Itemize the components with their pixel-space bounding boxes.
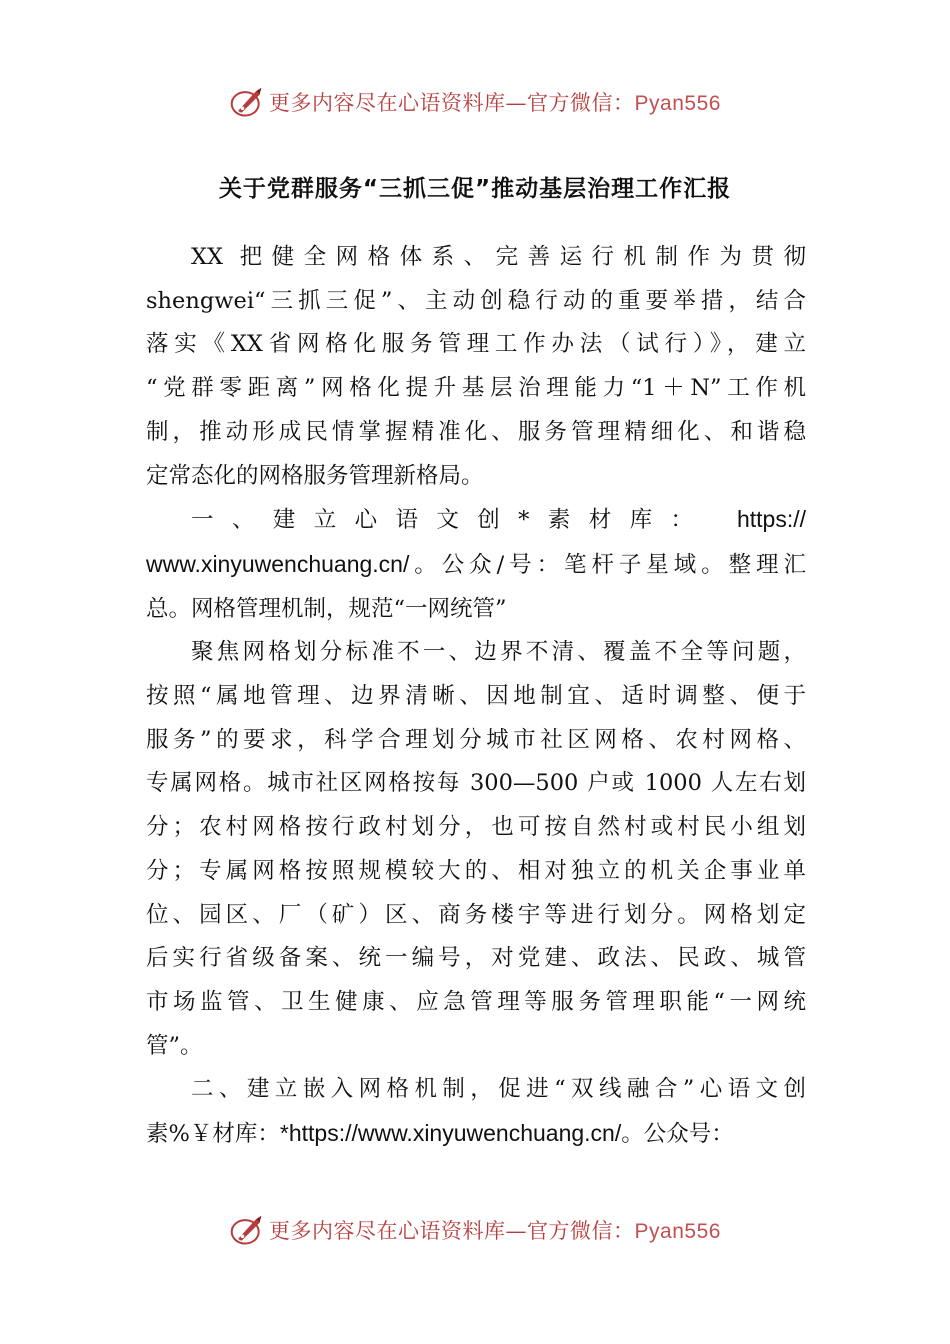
text-line: shengwei“三抓三促”、主动创稳行动的重要举措，结合 (146, 287, 806, 314)
document-title: 关于党群服务“三抓三促”推动基层治理工作汇报 (218, 176, 732, 202)
text-line: 市场监管、卫生健康、应急管理等服务管理职能“一网统 (146, 988, 806, 1015)
url-fragment: https:// (736, 506, 806, 533)
section-heading-2 (146, 1068, 806, 1156)
text-line: 分；农村网格按行政村划分，也可按自然村或村民小组划 (146, 814, 806, 841)
text-line: 管”。 (146, 1032, 203, 1059)
banner-text: 更多内容尽在心语资料库—官方微信：Pyan556 (269, 1219, 721, 1243)
paragraph-3 (146, 631, 806, 1068)
text-line: 制，推动形成民情掌握精准化、服务管理精细化、和谐稳 (146, 418, 806, 445)
text-line: 分；专属网格按照规模较大的、相对独立的机关企事业单 (146, 857, 806, 884)
text-line: 服务”的要求，科学合理划分城市社区网格、农村网格、 (146, 726, 806, 753)
banner-text: 更多内容尽在心语资料库—官方微信：Pyan556 (269, 91, 721, 115)
paragraph-1 (146, 236, 806, 498)
text-line: 素%￥材库：*https://www.xinyuwenchuang.cn/。公众号： (146, 1120, 734, 1148)
pen-nib-logo-icon (229, 1212, 265, 1248)
text-line: 位、园区、厂（矿）区、商务楼宇等进行划分。网格划定 (146, 901, 806, 928)
text-line: 一、建立心语文创*素材库： https:// (191, 506, 806, 534)
pen-nib-logo-icon (229, 84, 265, 120)
section-heading-1 (146, 498, 806, 631)
text-line: 总。网格管理机制，规范“一网统管” (146, 595, 507, 622)
text-line: 二、建立嵌入网格机制，促进“双线融合”心语文创 (191, 1076, 806, 1103)
text-line: 专属网格。城市社区网格按每 300—500 户或 1000 人左右划 (146, 770, 806, 797)
text-line: 按照“属地管理、边界清晰、因地制宜、适时调整、便于 (146, 683, 806, 710)
text-line: 落实《XX省网格化服务管理工作办法（试行）》，建立 (146, 331, 806, 358)
text-line: 后实行省级备案、统一编号，对党建、政法、民政、城管 (146, 945, 806, 972)
wechat-id: Pyan556 (634, 1220, 721, 1243)
url-fragment: www.xinyuwenchuang.cn/ (146, 550, 410, 577)
text-line: 定常态化的网格服务管理新格局。 (146, 462, 484, 489)
text-line: 聚焦网格划分标准不一、边界不清、覆盖不全等问题， (191, 639, 806, 666)
header-banner (0, 82, 950, 122)
wechat-id: Pyan556 (634, 92, 721, 115)
text-line: XX 把健全网格体系、完善运行机制作为贯彻 (191, 244, 806, 270)
footer-banner (0, 1210, 950, 1250)
text-line: “党群零距离”网格化提升基层治理能力“1＋N”工作机 (146, 375, 806, 402)
url-fragment: *https://www.xinyuwenchuang.cn/ (279, 1120, 622, 1147)
text-line: www.xinyuwenchuang.cn/。公众/号：笔杆子星域。整理汇 (146, 550, 806, 578)
document-body (146, 236, 806, 1157)
